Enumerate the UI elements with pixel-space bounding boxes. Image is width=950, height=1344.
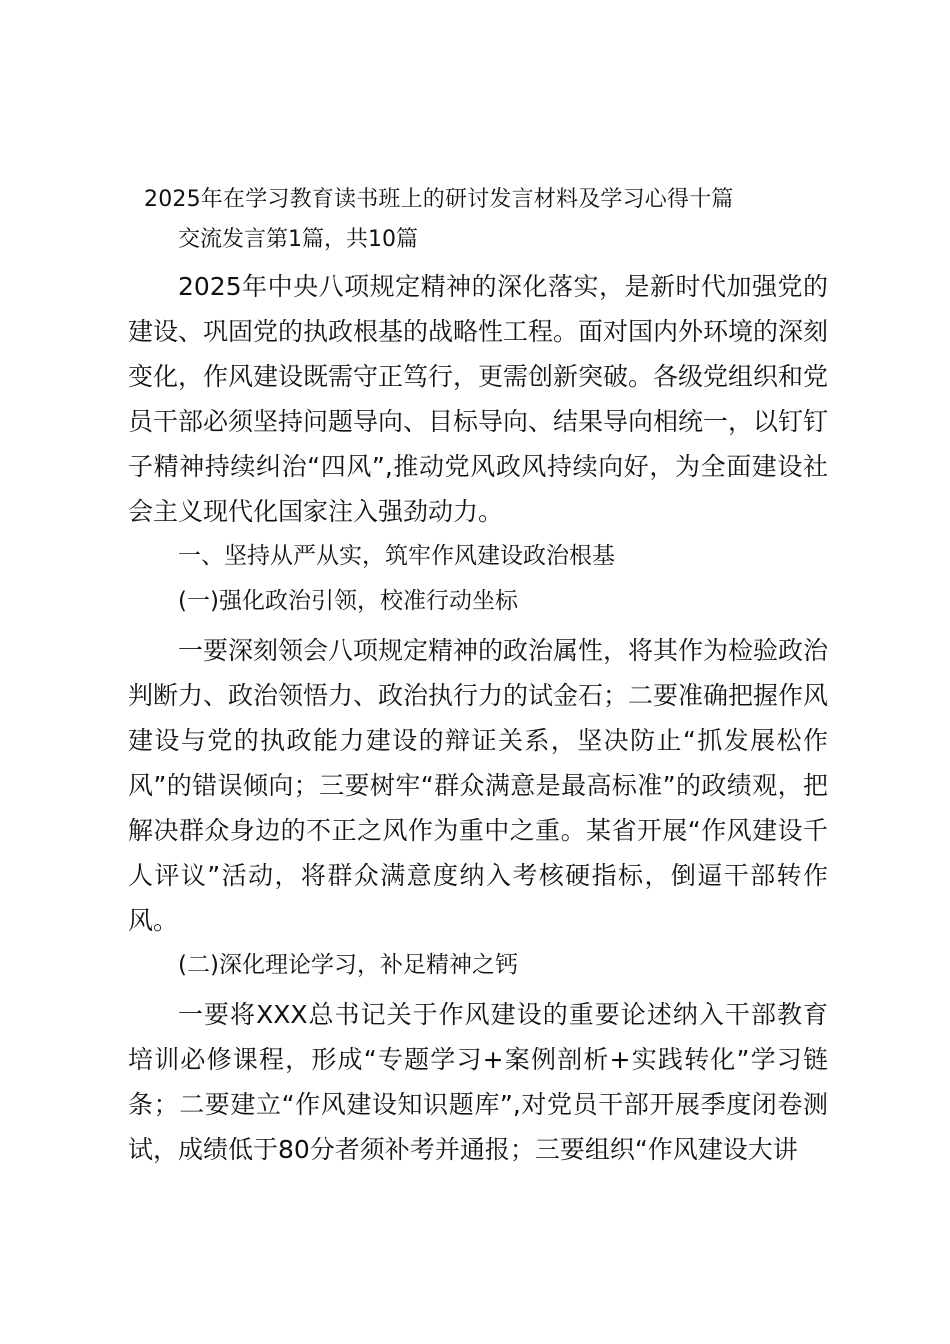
subsection-1-paragraph: 一要深刻领会八项规定精神的政治属性，将其作为检验政治判断力、政治领悟力、政治执行力的试金石；二要准确把握作风建设与党的执政能力建设的辩证关系，坚决防止“抓发展松作风”的错误倾向；三要树牢“群众满意是最高标准”的政绩观，把解决群众身边的不正之风作为重中之重。某省开展“作风建设千人评议”活动，将群众满意度纳入考核硬指标，倒逼干部转作风。 <box>128 636 829 935</box>
intro-paragraph: 2025年中央八项规定精神的深化落实，是新时代加强党的建设、巩固党的执政根基的战略性工程。面对国内外环境的深刻变化，作风建设既需守正笃行，更需创新突破。各级党组织和党员干部必须坚持问题导向、目标导向、结果导向相统一，以钉钉子精神持续纠治“四风”,推动党风政风持续向好，为全面建设社会主义现代化国家注入强劲动力。 <box>128 272 829 526</box>
subsection-2-paragraph: 一要将XXX总书记关于作风建设的重要论述纳入干部教育培训必修课程，形成“专题学习+案例剖析+实践转化”学习链条；二要建立“作风建设知识题库”,对党员干部开展季度闭卷测试，成绩低于80分者须补考并通报；三要组织“作风建设大讲 <box>128 1000 828 1164</box>
document-title: 2025年在学习教育读书班上的研讨发言材料及学习心得十篇 <box>144 187 734 212</box>
subsection-heading-1: (一)强化政治引领，校准行动坐标 <box>178 588 518 614</box>
subsection-heading-2: (二)深化理论学习，补足精神之钙 <box>178 952 518 978</box>
document-subtitle: 交流发言第1篇，共10篇 <box>178 227 418 252</box>
section-heading-1: 一、坚持从严从实，筑牢作风建设政治根基 <box>178 543 615 569</box>
document-body <box>128 180 828 1172</box>
